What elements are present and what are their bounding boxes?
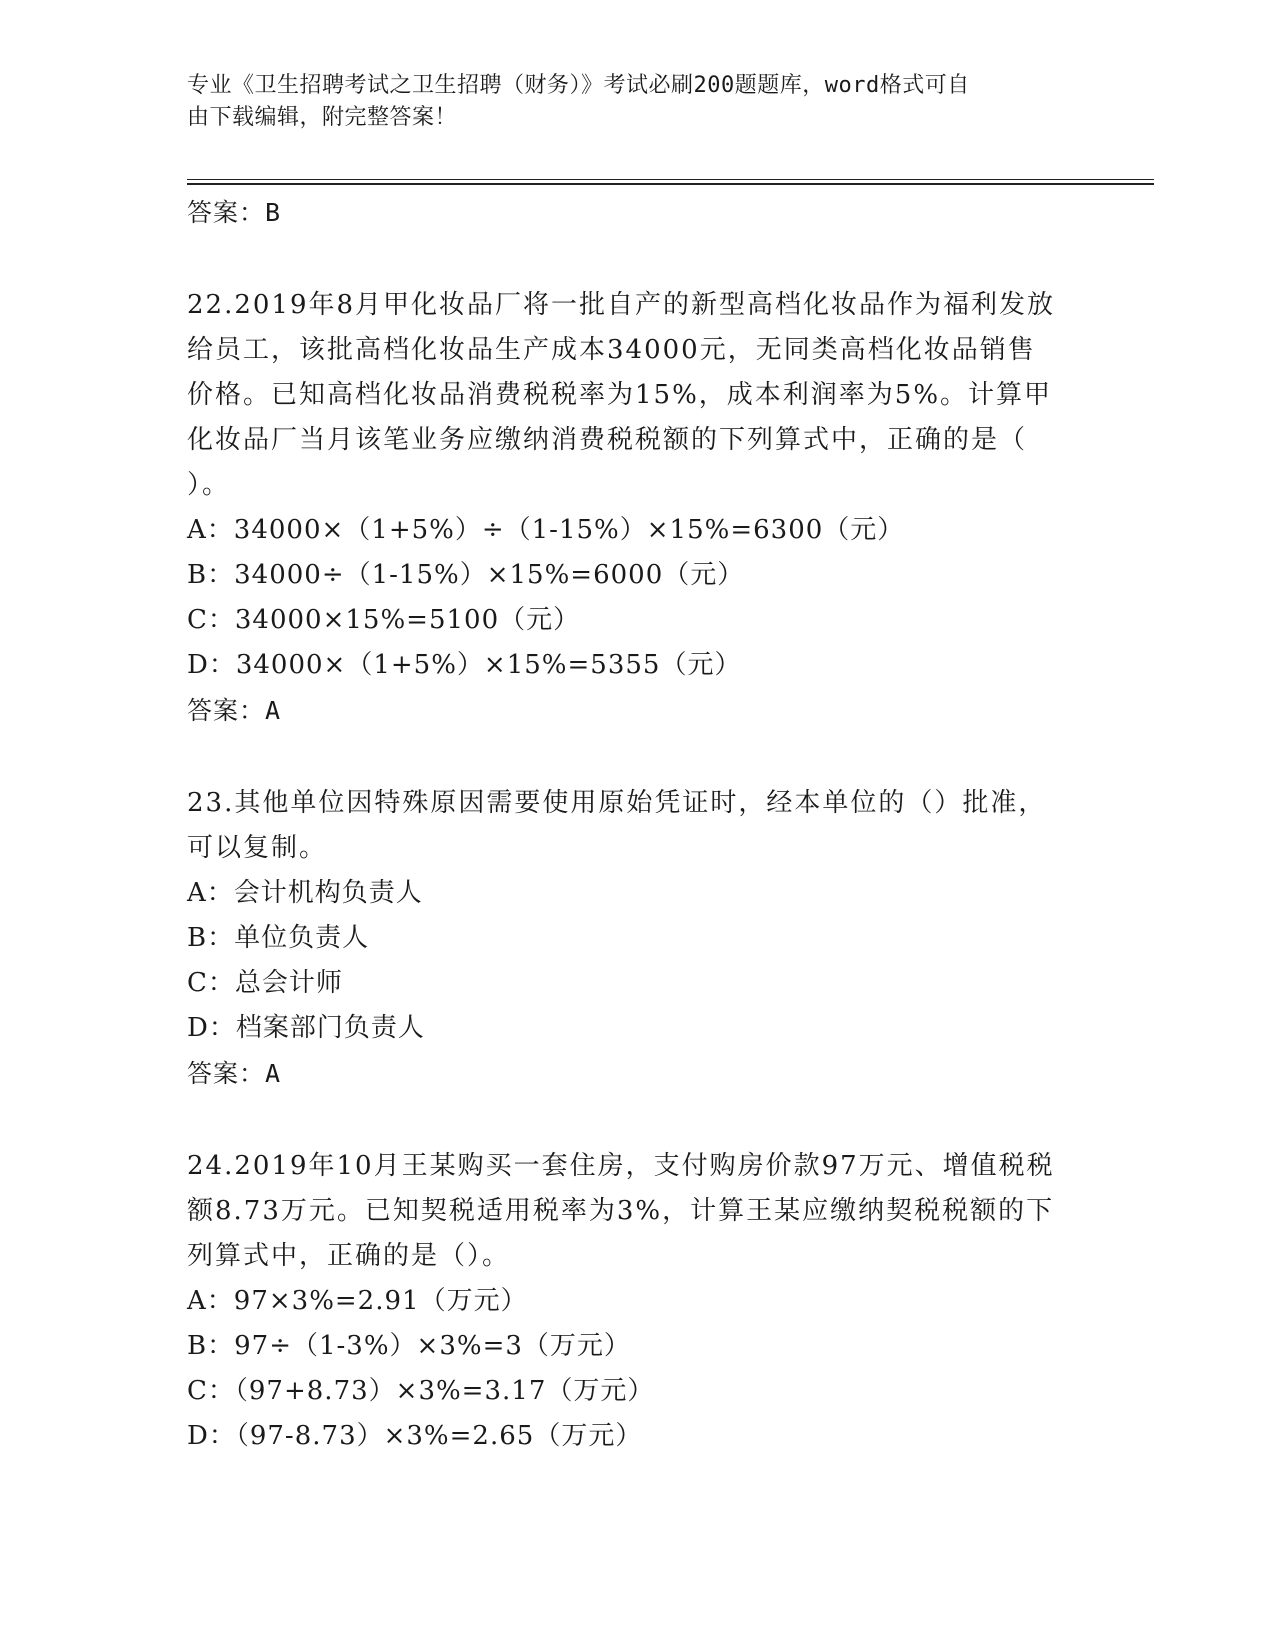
header-line-1: 专业《卫生招聘考试之卫生招聘（财务）》考试必刷200题题库，word格式可自 (187, 73, 970, 98)
question-text-line: 列算式中，正确的是（）。 (187, 1241, 511, 1271)
previous-answer: 答案：B (187, 198, 282, 227)
option-a: A：会计机构负责人 (187, 878, 423, 908)
question-23 (187, 781, 1087, 1096)
option-d: D：档案部门负责人 (187, 1013, 425, 1043)
option-b: B：97÷（1-3%）×3%=3（万元） (187, 1331, 631, 1361)
question-text-line: 24.2019年10月王某购买一套住房，支付购房价款97万元、增值税税 (187, 1151, 1055, 1181)
question-text-line: 可以复制。 (187, 833, 328, 863)
spacer (187, 733, 1087, 781)
question-text-line: ）。 (187, 470, 231, 500)
question-text-line: 价格。已知高档化妆品消费税税率为15%，成本利润率为5%。计算甲 (187, 380, 1053, 410)
option-a: A：97×3%=2.91（万元） (187, 1286, 528, 1316)
header-line-2: 由下载编辑，附完整答案！ (187, 105, 458, 130)
option-c: C：（97+8.73）×3%=3.17（万元） (187, 1376, 655, 1406)
question-24 (187, 1144, 1087, 1459)
question-22 (187, 283, 1087, 733)
question-text-line: 23.其他单位因特殊原因需要使用原始凭证时，经本单位的（）批准， (187, 788, 1047, 818)
header-divider-thick (187, 183, 1154, 185)
question-text-line: 给员工，该批高档化妆品生产成本34000元，无同类高档化妆品销售 (187, 335, 1036, 365)
question-text-line: 22.2019年8月甲化妆品厂将一批自产的新型高档化妆品作为福利发放 (187, 290, 1056, 320)
answer-line: 答案：A (187, 1059, 282, 1088)
header-divider-thin (187, 179, 1154, 180)
question-text-line: 额8.73万元。已知契税适用税率为3%，计算王某应缴纳契税税额的下 (187, 1196, 1055, 1226)
question-text-line: 化妆品厂当月该笔业务应缴纳消费税税额的下列算式中，正确的是（ (187, 425, 1028, 455)
spacer (187, 1096, 1087, 1144)
spacer (187, 235, 1087, 283)
option-a: A：34000×（1+5%）÷（1-15%）×15%=6300（元） (187, 515, 905, 545)
option-d: D：34000×（1+5%）×15%=5355（元） (187, 650, 742, 680)
option-b: B：34000÷（1-15%）×15%=6000（元） (187, 560, 745, 590)
option-c: C：总会计师 (187, 968, 343, 998)
answer-line: 答案：A (187, 696, 282, 725)
option-d: D：（97-8.73）×3%=2.65（万元） (187, 1421, 643, 1451)
option-b: B：单位负责人 (187, 923, 370, 953)
document-body (187, 190, 1087, 1459)
option-c: C：34000×15%=5100（元） (187, 605, 581, 635)
document-header (187, 70, 1067, 134)
